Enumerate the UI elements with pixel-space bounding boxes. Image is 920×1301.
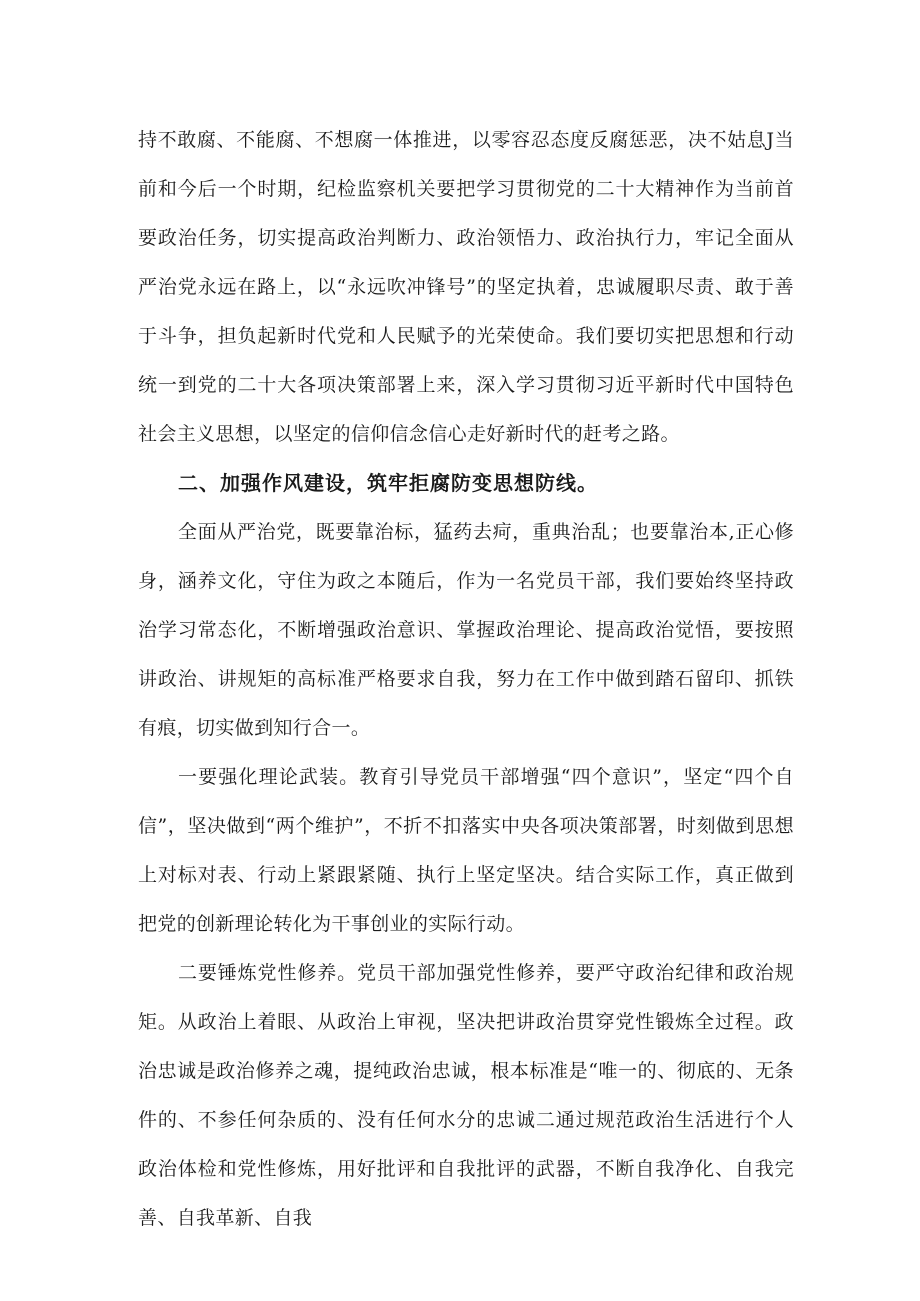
section-heading-2: 二、加强作风建设，筑牢拒腐防变思想防线。 (178, 471, 598, 495)
paragraph-1: 持不敢腐、不能腐、不想腐一体推进，以零容忍态度反腐惩恶，决不姑息J当前和今后一个时期，纪检监察机关要把学习贯彻党的二十大精神作为当前首要政治任务，切实提高政治判断力、政治领悟力、政治执行力，牢记全面从严治党永远在路上，以“永远吹冲锋号”的坚定执着，忠诚履职尽责、敢于善于斗争，担负起新时代党和人民赋予的光荣使命。我们要切实把思想和行动统一到党的二十大各项决策部署上来，深入学习贯彻习近平新时代中国特色社会主义思想，以坚定的信仰信念信心走好新时代的赶考之路。 (138, 129, 794, 445)
document-body (138, 116, 794, 1243)
paragraph-4: 一要强化理论武装。教育引导党员干部增强“四个意识”，坚定“四个自信”，坚决做到“两个维护”，不折不扣落实中央各项决策部署，时刻做到思想上对标对表、行动上紧跟紧随、执行上坚定坚决。结合实际工作，真正做到把党的创新理论转化为干事创业的实际行动。 (138, 766, 794, 935)
paragraph-5: 二要锤炼党性修养。党员干部加强党性修养，要严守政治纪律和政治规矩。从政治上着眼、从政治上审视，坚决把讲政治贯穿党性锻炼全过程。政治忠诚是政治修养之魂，提纯政治忠诚，根本标准是“唯一的、彻底的、无条件的、不参任何杂质的、没有任何水分的忠诚二通过规范政治生活进行个人政治体检和党性修炼，用好批评和自我批评的武器，不断自我净化、自我完善、自我革新、自我 (138, 962, 794, 1229)
paragraph-3: 全面从严治党，既要靠治标，猛药去疴，重典治乱；也要靠治本,正心修身，涵养文化，守住为政之本随后，作为一名党员干部，我们要始终坚持政治学习常态化，不断增强政治意识、掌握政治理论、提高政治觉悟，要按照讲政治、讲规矩的高标准严格要求自我，努力在工作中做到踏石留印、抓铁有痕，切实做到知行合一。 (138, 521, 794, 739)
